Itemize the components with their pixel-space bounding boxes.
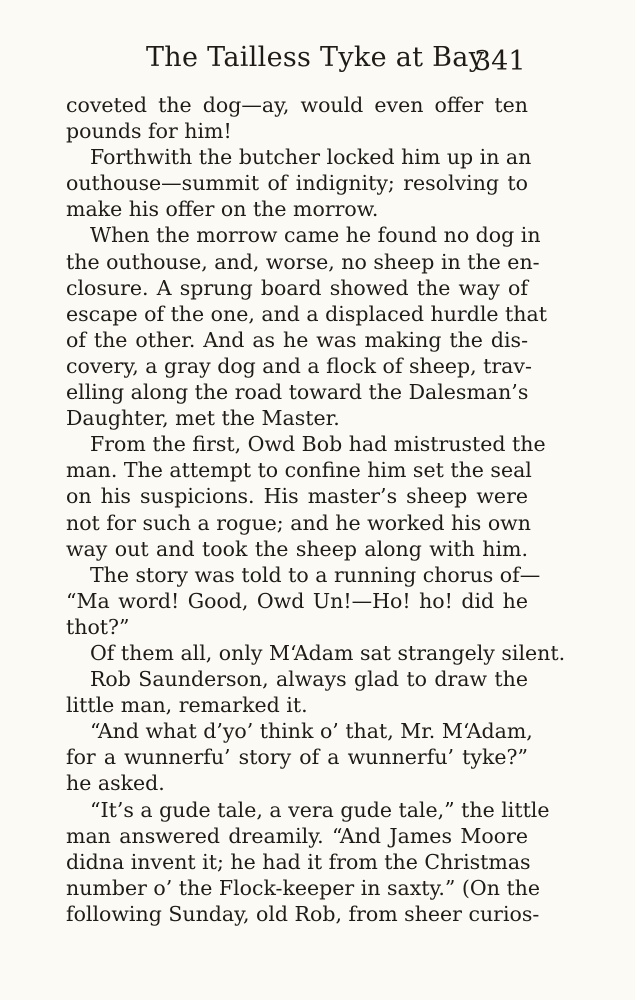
text-line: coveted the dog—ay, would even offer ten xyxy=(66,93,528,117)
text-line: Daughter, met the Master. xyxy=(66,406,340,431)
running-head xyxy=(0,42,635,82)
text-line: of the other. And as he was making the dis- xyxy=(66,327,528,352)
text-line: little man, remarked it. xyxy=(66,693,308,718)
paragraph-first-line: When the morrow came he found no dog in xyxy=(90,223,541,248)
running-title: The Tailless Tyke at Bay xyxy=(146,42,485,73)
text-line: not for such a rogue; and he worked his own xyxy=(66,510,531,535)
text-line: escape of the one, and a displaced hurdle that xyxy=(66,301,547,326)
text-line: way out and took the sheep along with him. xyxy=(66,536,528,561)
paragraph-first-line: Rob Saunderson, always glad to draw the xyxy=(90,667,528,692)
text-line: man. The attempt to confine him set the seal xyxy=(66,458,532,483)
text-line: man answered dreamily. “And James Moore xyxy=(66,823,528,848)
text-line: covery, a gray dog and a flock of sheep, trav- xyxy=(66,353,532,378)
body-text xyxy=(66,92,566,927)
text-line: following Sunday, old Rob, from sheer curios- xyxy=(66,901,540,926)
text-line: pounds for him! xyxy=(66,119,232,144)
text-line: on his suspicions. His master’s sheep were xyxy=(66,484,528,509)
paragraph-first-line: Of them all, only M‘Adam sat strangely silent. xyxy=(90,640,566,665)
text-line: for a wunnerfu’ story of a wunnerfu’ tyke?” xyxy=(66,745,528,770)
text-line: he asked. xyxy=(66,771,165,796)
paragraph-first-line: “And what d’yo’ think o’ that, Mr. M‘Adam, xyxy=(90,719,533,744)
text-line: “Ma word! Good, Owd Un!—Ho! ho! did he xyxy=(66,588,528,613)
paragraph-first-line: The story was told to a running chorus of— xyxy=(90,562,541,587)
paragraph-first-line: “It’s a gude tale, a vera gude tale,” the little xyxy=(90,797,550,822)
paragraph-first-line: Forthwith the butcher locked him up in an xyxy=(90,145,532,170)
text-line: elling along the road toward the Dalesman’s xyxy=(66,380,529,405)
text-line: outhouse—summit of indignity; resolving to xyxy=(66,171,528,196)
text-line: thot?” xyxy=(66,614,130,639)
text-line: closure. A sprung board showed the way of xyxy=(66,275,528,300)
paragraph-first-line: From the first, Owd Bob had mistrusted the xyxy=(90,432,546,457)
page-number: 341 xyxy=(474,46,526,77)
text-line: make his offer on the morrow. xyxy=(66,197,379,222)
text-line: the outhouse, and, worse, no sheep in the en- xyxy=(66,249,540,274)
text-line: didna invent it; he had it from the Christmas xyxy=(66,849,531,874)
text-line: number o’ the Flock-keeper in saxty.” (On the xyxy=(66,875,541,900)
